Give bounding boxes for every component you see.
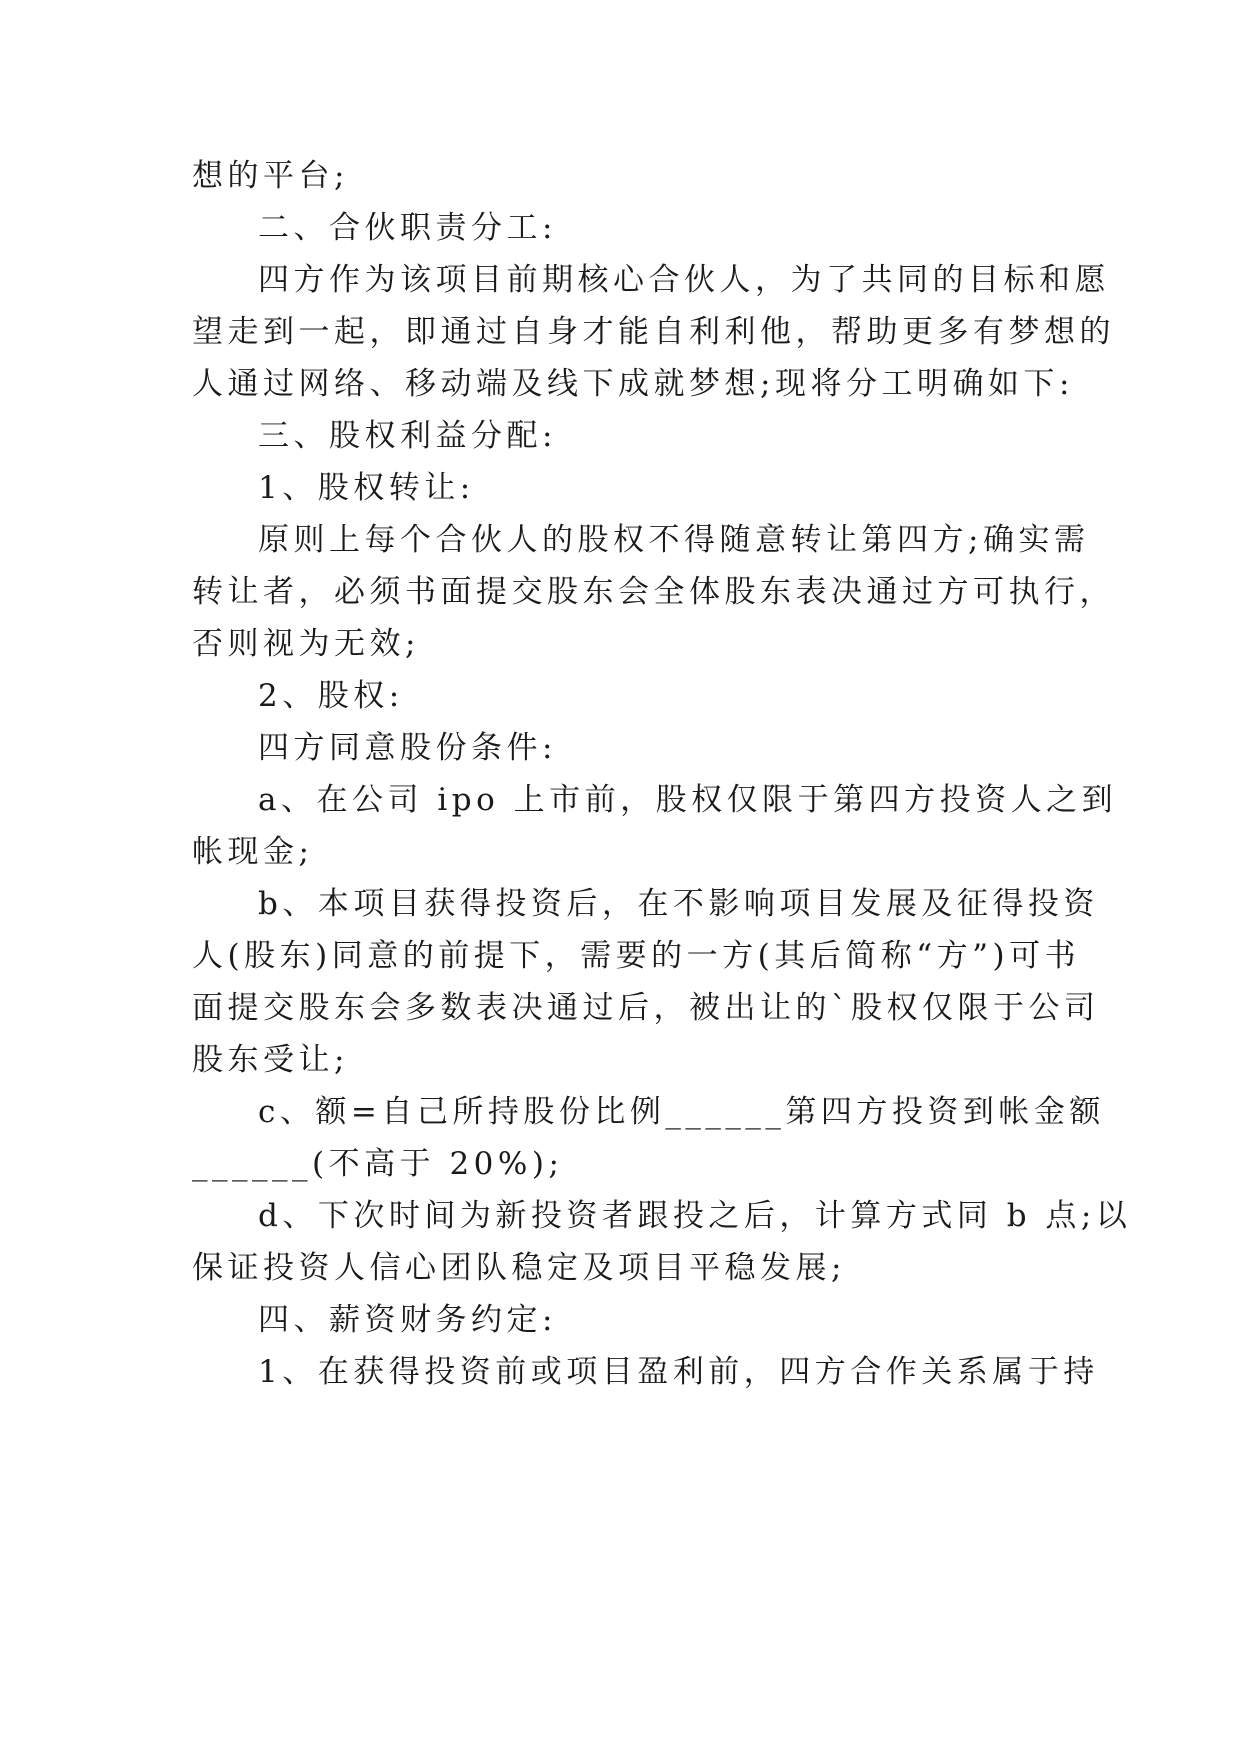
list-item: b、本项目获得投资后，在不影响项目发展及征得投资 <box>258 886 1099 922</box>
text-line: 转让者，必须书面提交股东会全体股东表决通过方可执行， <box>192 574 1115 610</box>
text-line: 1、在获得投资前或项目盈利前，四方合作关系属于持 <box>258 1354 1099 1390</box>
list-item: d、下次时间为新投资者跟投之后，计算方式同 b 点;以 <box>258 1198 1132 1234</box>
text-line: 望走到一起，即通过自身才能自利利他，帮助更多有梦想的 <box>192 314 1115 350</box>
text-line: 帐现金; <box>192 834 314 870</box>
text-line: 想的平台; <box>192 158 349 194</box>
subsection-heading: 1、股权转让: <box>258 470 475 506</box>
text-line: ______(不高于 20%); <box>192 1146 564 1182</box>
text-line: 四方作为该项目前期核心合伙人，为了共同的目标和愿 <box>258 262 1110 298</box>
text-line: 面提交股东会多数表决通过后，被出让的`股权仅限于公司 <box>192 990 1100 1026</box>
text-line: 股东受让; <box>192 1042 349 1078</box>
section-heading: 三、股权利益分配: <box>258 418 557 454</box>
text-line: 人(股东)同意的前提下，需要的一方(其后简称“方”)可书 <box>192 938 1081 974</box>
list-item: c、额=自己所持股份比例______第四方投资到帐金额 <box>258 1094 1105 1130</box>
text-line: 人通过网络、移动端及线下成就梦想;现将分工明确如下: <box>192 366 1074 402</box>
list-item: a、在公司 ipo 上市前，股权仅限于第四方投资人之到 <box>258 782 1118 818</box>
section-heading: 四、薪资财务约定: <box>258 1302 557 1338</box>
subsection-heading: 2、股权: <box>258 678 404 714</box>
text-line: 否则视为无效; <box>192 626 420 662</box>
section-heading: 二、合伙职责分工: <box>258 210 557 246</box>
text-line: 四方同意股份条件: <box>258 730 557 766</box>
text-line: 原则上每个合伙人的股权不得随意转让第四方;确实需 <box>258 522 1090 558</box>
text-line: 保证投资人信心团队稳定及项目平稳发展; <box>192 1250 846 1286</box>
